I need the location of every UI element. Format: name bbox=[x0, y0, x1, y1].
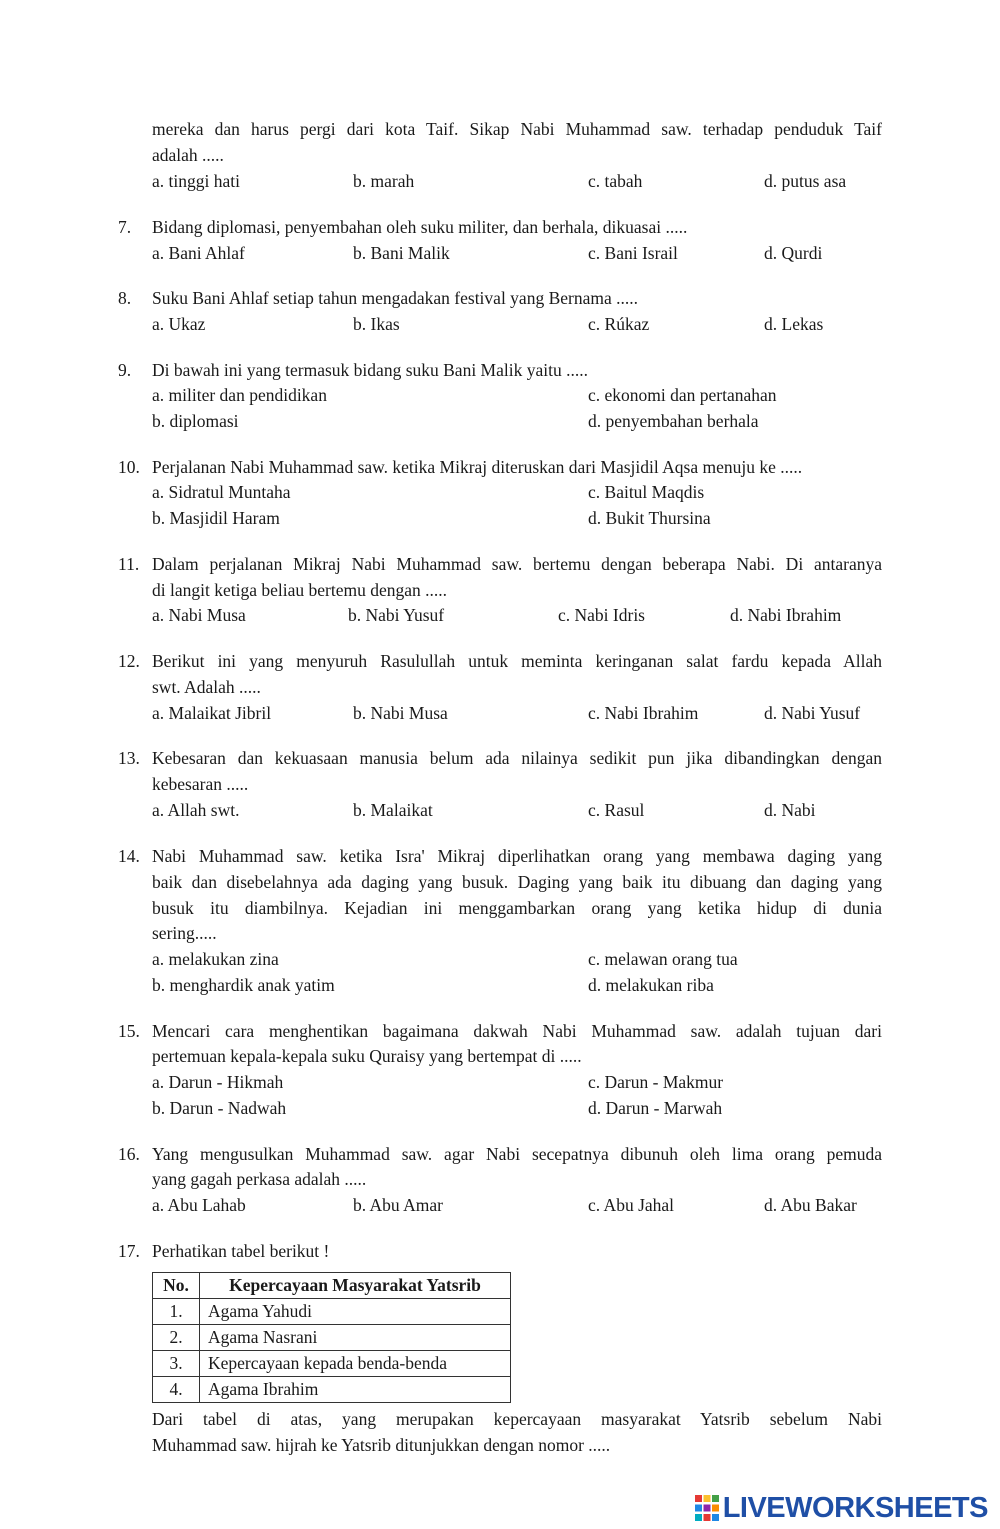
q11-text-line-2: di langit ketiga beliau bertemu dengan ..... bbox=[152, 580, 447, 600]
q12-option-d[interactable]: d. Nabi Yusuf bbox=[764, 703, 861, 723]
q8-option-a[interactable]: a. Ukaz bbox=[152, 314, 206, 334]
q9-option-d[interactable]: d. penyembahan berhala bbox=[588, 411, 759, 431]
q7-option-a[interactable]: a. Bani Ahlaf bbox=[152, 243, 245, 263]
q16-text-line-1: Yang mengusulkan Muhammad saw. agar Nabi secepatnya dibunuh oleh lima orang pemuda bbox=[152, 1144, 882, 1164]
q8-option-b[interactable]: b. Ikas bbox=[353, 314, 400, 334]
q6-option-d[interactable]: d. putus asa bbox=[764, 171, 847, 191]
q7-option-b[interactable]: b. Bani Malik bbox=[353, 243, 450, 263]
table-header-belief: Kepercayaan Masyarakat Yatsrib bbox=[200, 1273, 511, 1299]
q14-option-d[interactable]: d. melakukan riba bbox=[588, 975, 714, 995]
q15-text-line-2: pertemuan kepala-kepala suku Quraisy yang bertempat di ..... bbox=[152, 1046, 582, 1066]
q17-text-line-1: Dari tabel di atas, yang merupakan kepercayaan masyarakat Yatsrib sebelum Nabi bbox=[152, 1409, 882, 1429]
q17-intro: Perhatikan tabel berikut ! bbox=[152, 1241, 330, 1261]
table-row bbox=[153, 1325, 511, 1351]
q9-option-a[interactable]: a. militer dan pendidikan bbox=[152, 385, 327, 405]
table-header-row bbox=[153, 1273, 511, 1299]
q13-option-d[interactable]: d. Nabi bbox=[764, 800, 816, 820]
q9-number: 9. bbox=[118, 360, 132, 380]
q14-text-line-1: Nabi Muhammad saw. ketika Isra' Mikraj diperlihatkan orang yang membawa daging yang bbox=[152, 846, 882, 866]
q14-number: 14. bbox=[118, 846, 140, 866]
q11-number: 11. bbox=[118, 554, 140, 574]
table-cell-belief: Agama Ibrahim bbox=[200, 1377, 511, 1403]
q15-option-b[interactable]: b. Darun - Nadwah bbox=[152, 1098, 287, 1118]
liveworksheets-logo-icon bbox=[695, 1495, 719, 1521]
q13-option-a[interactable]: a. Allah swt. bbox=[152, 800, 240, 820]
q15-option-c[interactable]: c. Darun - Makmur bbox=[588, 1072, 724, 1092]
q15-number: 15. bbox=[118, 1021, 140, 1041]
q16-option-a[interactable]: a. Abu Lahab bbox=[152, 1195, 246, 1215]
q13-option-c[interactable]: c. Rasul bbox=[588, 800, 645, 820]
q6-text-line-1: mereka dan harus pergi dari kota Taif. Sikap Nabi Muhammad saw. terhadap penduduk Taif bbox=[152, 119, 882, 139]
q15-option-d[interactable]: d. Darun - Marwah bbox=[588, 1098, 723, 1118]
q11-text-line-1: Dalam perjalanan Mikraj Nabi Muhammad saw. bertemu dengan beberapa Nabi. Di antaranya bbox=[152, 554, 882, 574]
q12-text-line-2: swt. Adalah ..... bbox=[152, 677, 261, 697]
q14-option-b[interactable]: b. menghardik anak yatim bbox=[152, 975, 335, 995]
q13-text-line-2: kebesaran ..... bbox=[152, 774, 249, 794]
table-cell-belief: Kepercayaan kepada benda-benda bbox=[200, 1351, 511, 1377]
q14-text-line-2: baik dan disebelahnya ada daging yang busuk. Daging yang baik itu dibuang dan daging yang bbox=[152, 872, 882, 892]
q10-text-line-1: Perjalanan Nabi Muhammad saw. ketika Mikraj diteruskan dari Masjidil Aqsa menuju ke ..... bbox=[152, 457, 803, 477]
q7-option-c[interactable]: c. Bani Israil bbox=[588, 243, 678, 263]
q6-option-a[interactable]: a. tinggi hati bbox=[152, 171, 240, 191]
q11-option-d[interactable]: d. Nabi Ibrahim bbox=[730, 605, 842, 625]
q10-option-b[interactable]: b. Masjidil Haram bbox=[152, 508, 280, 528]
table-cell-no: 4. bbox=[153, 1377, 200, 1403]
q10-option-c[interactable]: c. Baitul Maqdis bbox=[588, 482, 705, 502]
q11-option-c[interactable]: c. Nabi Idris bbox=[558, 605, 645, 625]
q10-number: 10. bbox=[118, 457, 140, 477]
q14-option-c[interactable]: c. melawan orang tua bbox=[588, 949, 738, 969]
q13-number: 13. bbox=[118, 748, 140, 768]
q12-option-b[interactable]: b. Nabi Musa bbox=[353, 703, 448, 723]
q15-text-line-1: Mencari cara menghentikan bagaimana dakwah Nabi Muhammad saw. adalah tujuan dari bbox=[152, 1021, 882, 1041]
q13-option-b[interactable]: b. Malaikat bbox=[353, 800, 433, 820]
q7-text-line-1: Bidang diplomasi, penyembahan oleh suku militer, dan berhala, dikuasai ..... bbox=[152, 217, 688, 237]
q8-option-d[interactable]: d. Lekas bbox=[764, 314, 824, 334]
q11-option-b[interactable]: b. Nabi Yusuf bbox=[348, 605, 445, 625]
table-cell-belief: Agama Nasrani bbox=[200, 1325, 511, 1351]
q14-option-a[interactable]: a. melakukan zina bbox=[152, 949, 279, 969]
q13-text-line-1: Kebesaran dan kekuasaan manusia belum ada nilainya sedikit pun jika dibandingkan dengan bbox=[152, 748, 882, 768]
q9-option-b[interactable]: b. diplomasi bbox=[152, 411, 239, 431]
q14-text-line-3: busuk itu diambilnya. Kejadian ini menggambarkan orang yang ketika hidup di dunia bbox=[152, 898, 882, 918]
q12-option-a[interactable]: a. Malaikat Jibril bbox=[152, 703, 272, 723]
table-header-no: No. bbox=[153, 1273, 200, 1299]
table-cell-no: 2. bbox=[153, 1325, 200, 1351]
q12-option-c[interactable]: c. Nabi Ibrahim bbox=[588, 703, 699, 723]
q6-text-line-2: adalah ..... bbox=[152, 145, 224, 165]
q6-option-c[interactable]: c. tabah bbox=[588, 171, 643, 191]
table-cell-no: 1. bbox=[153, 1299, 200, 1325]
liveworksheets-logo[interactable] bbox=[695, 1490, 988, 1526]
q16-option-d[interactable]: d. Abu Bakar bbox=[764, 1195, 857, 1215]
q8-number: 8. bbox=[118, 288, 132, 308]
table-row bbox=[153, 1351, 511, 1377]
table-cell-belief: Agama Yahudi bbox=[200, 1299, 511, 1325]
q15-option-a[interactable]: a. Darun - Hikmah bbox=[152, 1072, 284, 1092]
table-row bbox=[153, 1377, 511, 1403]
q8-option-c[interactable]: c. Rúkaz bbox=[588, 314, 650, 334]
q16-number: 16. bbox=[118, 1144, 140, 1164]
q7-number: 7. bbox=[118, 217, 132, 237]
q8-text-line-1: Suku Bani Ahlaf setiap tahun mengadakan festival yang Bernama ..... bbox=[152, 288, 638, 308]
table-cell-no: 3. bbox=[153, 1351, 200, 1377]
q12-text-line-1: Berikut ini yang menyuruh Rasulullah untuk meminta keringanan salat fardu kepada Allah bbox=[152, 651, 882, 671]
q9-option-c[interactable]: c. ekonomi dan pertanahan bbox=[588, 385, 777, 405]
logo-text: LIVEWORKSHEETS bbox=[722, 1491, 988, 1524]
q11-option-a[interactable]: a. Nabi Musa bbox=[152, 605, 246, 625]
q14-text-line-4: sering..... bbox=[152, 923, 217, 943]
q17-text-line-2: Muhammad saw. hijrah ke Yatsrib ditunjukkan dengan nomor ..... bbox=[152, 1435, 611, 1455]
q12-number: 12. bbox=[118, 651, 140, 671]
q10-option-a[interactable]: a. Sidratul Muntaha bbox=[152, 482, 291, 502]
q9-text-line-1: Di bawah ini yang termasuk bidang suku Bani Malik yaitu ..... bbox=[152, 360, 588, 380]
q7-option-d[interactable]: d. Qurdi bbox=[764, 243, 823, 263]
q6-option-b[interactable]: b. marah bbox=[353, 171, 415, 191]
yatsrib-beliefs-table bbox=[152, 1272, 511, 1403]
q16-option-c[interactable]: c. Abu Jahal bbox=[588, 1195, 675, 1215]
table-row bbox=[153, 1299, 511, 1325]
q16-option-b[interactable]: b. Abu Amar bbox=[353, 1195, 443, 1215]
q10-option-d[interactable]: d. Bukit Thursina bbox=[588, 508, 711, 528]
q16-text-line-2: yang gagah perkasa adalah ..... bbox=[152, 1169, 367, 1189]
q17-number: 17. bbox=[118, 1241, 140, 1261]
